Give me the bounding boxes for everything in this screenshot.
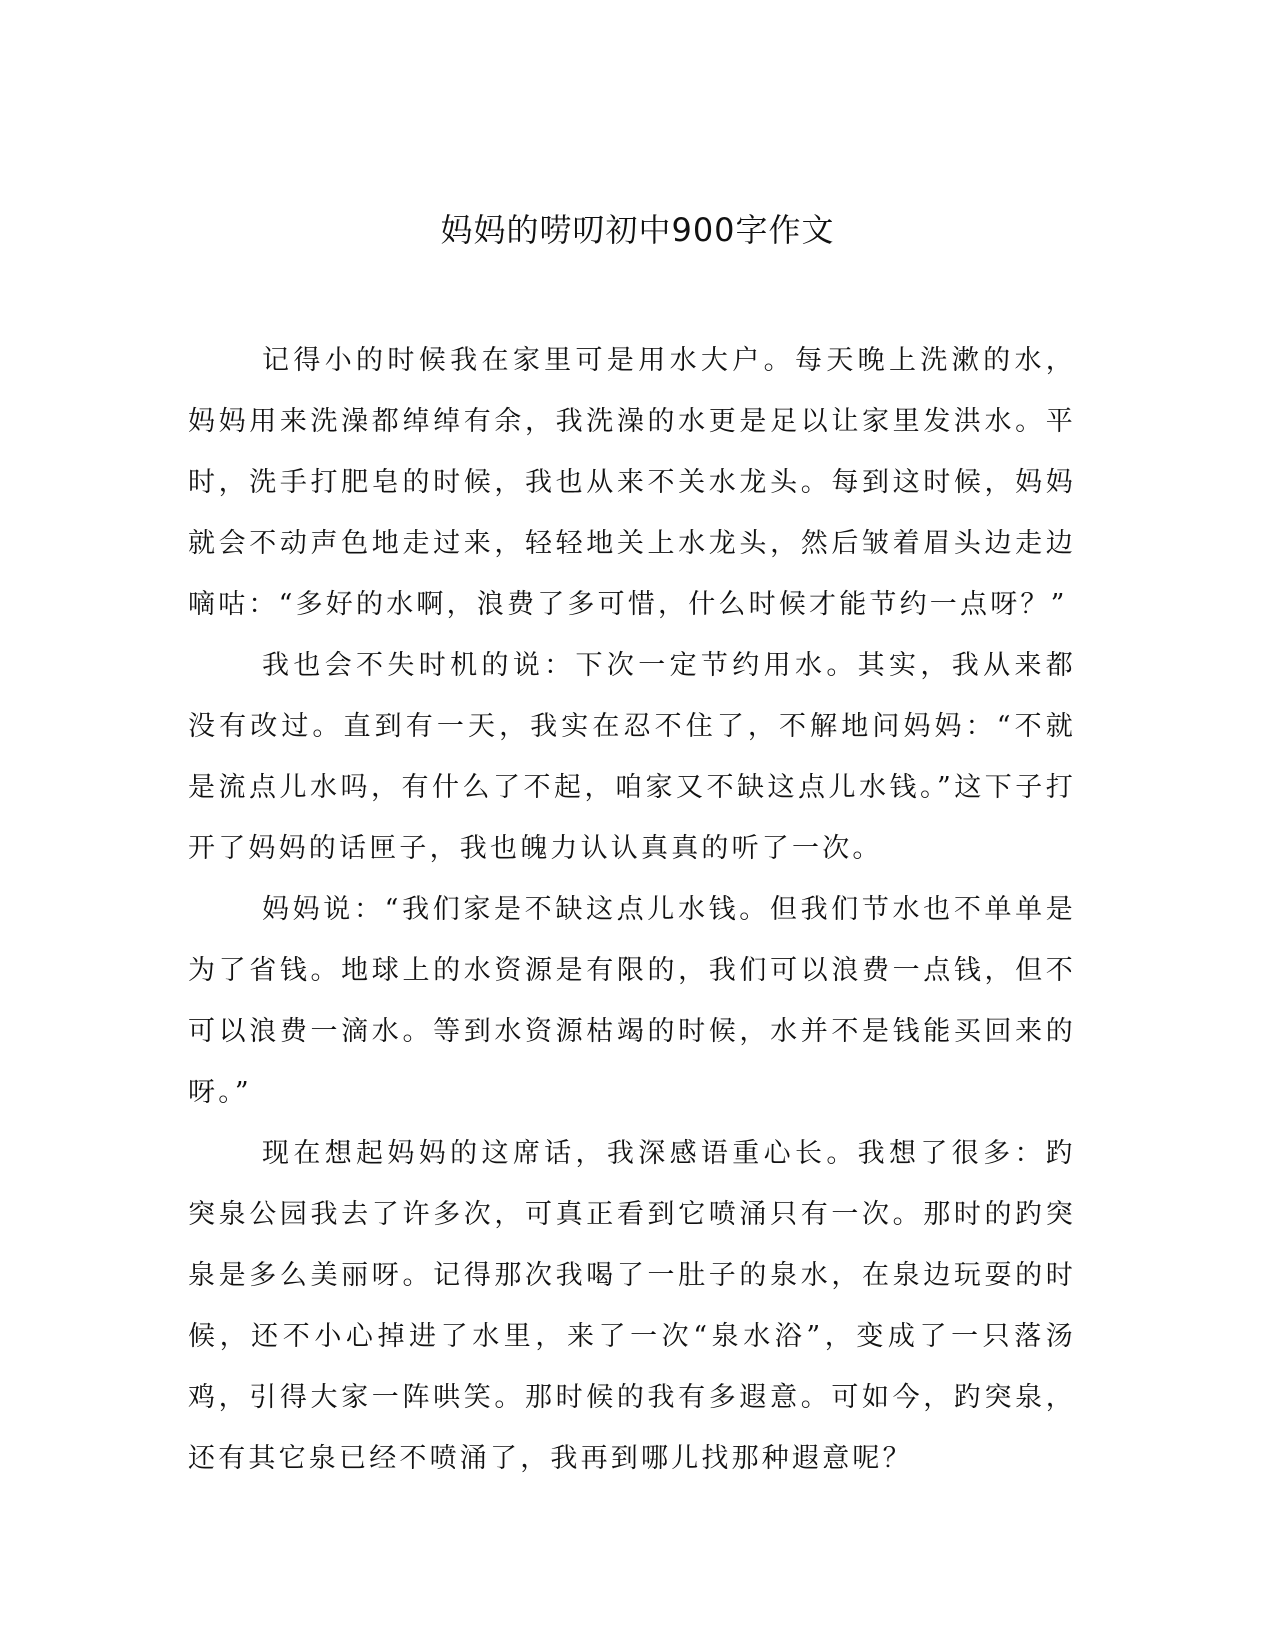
document-body <box>188 330 1076 1489</box>
paragraph-3: 妈妈说：“我们家是不缺这点儿水钱。但我们节水也不单单是为了省钱。地球上的水资源是有限的，我们可以浪费一点钱，但不可以浪费一滴水。等到水资源枯竭的时候，水并不是钱能买回来的呀。” <box>188 894 1076 1108</box>
paragraph-2: 我也会不失时机的说：下次一定节约用水。其实，我从来都没有改过。直到有一天，我实在忍不住了，不解地问妈妈：“不就是流点儿水吗，有什么了不起，咱家又不缺这点儿水钱。”这下子打开了妈妈的话匣子，我也魄力认认真真的听了一次。 <box>188 650 1076 864</box>
document-title: 妈妈的唠叨初中900字作文 <box>440 211 835 249</box>
paragraph-1: 记得小的时候我在家里可是用水大户。每天晚上洗漱的水，妈妈用来洗澡都绰绰有余，我洗澡的水更是足以让家里发洪水。平时，洗手打肥皂的时候，我也从来不关水龙头。每到这时候，妈妈就会不动声色地走过来，轻轻地关上水龙头，然后皱着眉头边走边嘀咕：“多好的水啊，浪费了多可惜，什么时候才能节约一点呀？” <box>188 345 1076 620</box>
paragraph-4: 现在想起妈妈的这席话，我深感语重心长。我想了很多：趵突泉公园我去了许多次，可真正看到它喷涌只有一次。那时的趵突泉是多么美丽呀。记得那次我喝了一肚子的泉水，在泉边玩耍的时候，还不小心掉进了水里，来了一次“泉水浴”，变成了一只落汤鸡，引得大家一阵哄笑。那时候的我有多遐意。可如今，趵突泉，还有其它泉已经不喷涌了，我再到哪儿找那种遐意呢？ <box>188 1138 1076 1474</box>
